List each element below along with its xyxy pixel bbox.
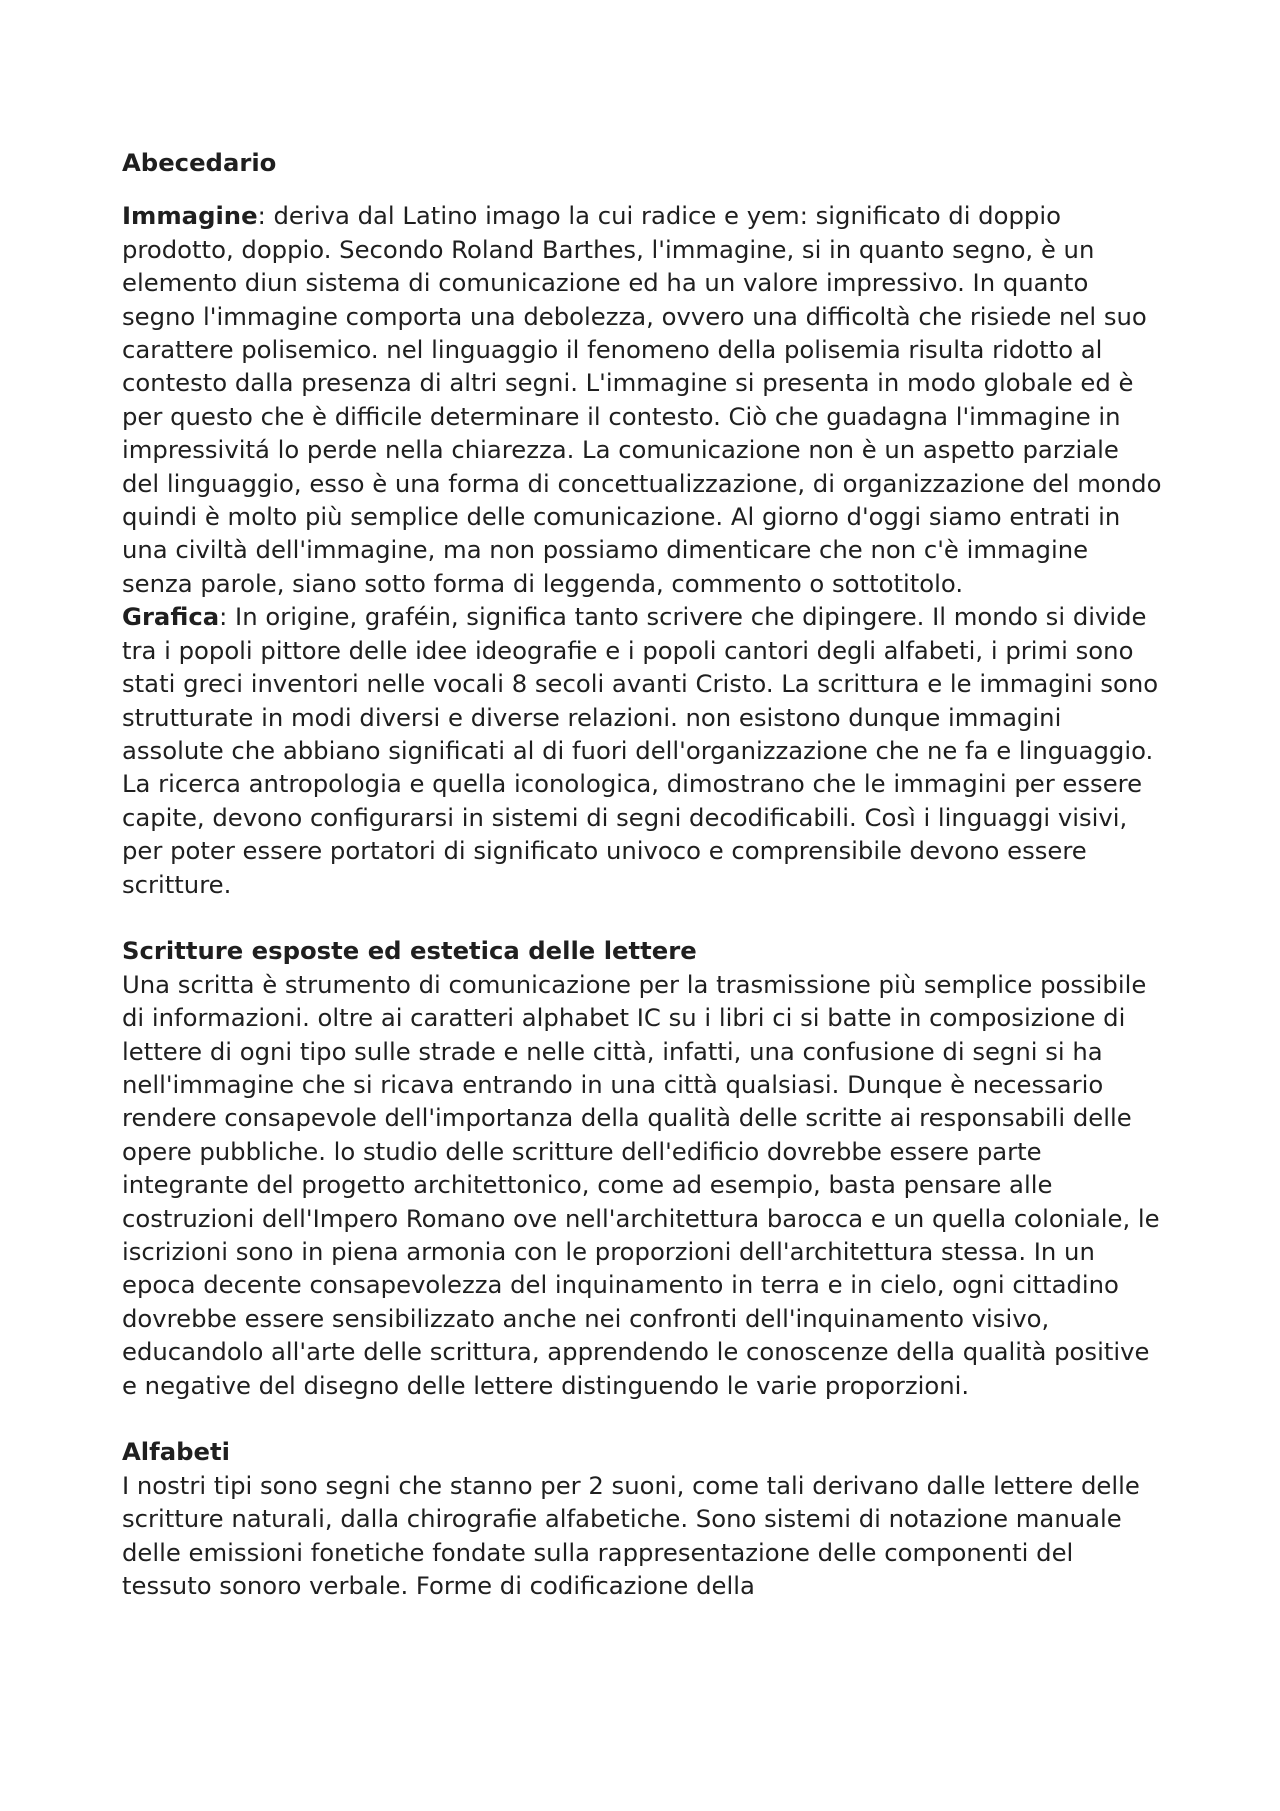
paragraph-spacer xyxy=(122,1402,1162,1435)
paragraph-grafica xyxy=(122,600,1162,901)
term-immagine: Immagine xyxy=(122,201,258,231)
document-title: Abecedario xyxy=(122,148,277,177)
section-heading-scritture: Scritture esposte ed estetica delle lettere xyxy=(122,936,697,966)
section-heading-alfabeti: Alfabeti xyxy=(122,1437,230,1467)
document-page xyxy=(122,146,1162,1602)
term-grafica: Grafica xyxy=(122,602,220,632)
text-immagine: : deriva dal Latino imago la cui radice e yem: significato di doppio prodotto, doppio. Secondo Roland Barthes, l'immagine, si in quanto segno, è un elemento diun sistema di comunicazione ed ha un valore impressivo. In quanto segno l'immagine comporta una debolezza, ovvero una difficoltà che risiede nel suo carattere polisemico. nel linguaggio il fenomeno della polisemia risulta ridotto al contesto dalla presenza di altri segni. L'immagine si presenta in modo globale ed è per questo che è difficile determinare il contesto. Ciò che guadagna l'immagine in impressivitá lo perde nella chiarezza. La comunicazione non è un aspetto parziale del linguaggio, esso è una forma di concettualizzazione, di organizzazione del mondo quindi è molto più semplice delle comunicazione. Al giorno d'oggi siamo entrati in una civiltà dell'immagine, ma non possiamo dimenticare che non c'è immagine senza parole, siano sotto forma di leggenda, commento o sottotitolo. xyxy=(122,201,1162,598)
paragraph-alfabeti: I nostri tipi sono segni che stanno per 2 suoni, come tali derivano dalle lettere delle scritture naturali, dalla chirografie alfabetiche. Sono sistemi di notazione manuale delle emissioni fonetiche fondate sulla rappresentazione delle componenti del tessuto sonoro verbale. Forme di codificazione della xyxy=(122,1470,1140,1601)
text-grafica: : In origine, graféin, significa tanto scrivere che dipingere. Il mondo si divide tra i popoli pittore delle idee ideografie e i popoli cantori degli alfabeti, i primi sono stati greci inventori nelle vocali 8 secoli avanti Cristo. La scrittura e le immagini sono strutturate in modi diversi e diverse relazioni. non esistono dunque immagini assolute che abbiano significati al di fuori dell'organizzazione che ne fa e linguaggio. La ricerca antropologia e quella iconologica, dimostrano che le immagini per essere capite, devono configurarsi in sistemi di segni decodificabili. Così i linguaggi visivi, per poter essere portatori di significato univoco e comprensibile devono essere scritture. xyxy=(122,602,1159,899)
paragraph-spacer xyxy=(122,901,1162,934)
paragraph-scritture: Una scritta è strumento di comunicazione per la trasmissione più semplice possibile di informazioni. oltre ai caratteri alphabet IC su i libri ci si batte in composizione di lettere di ogni tipo sulle strade e nelle città, infatti, una confusione di segni si ha nell'immagine che si ricava entrando in una città qualsiasi. Dunque è necessario rendere consapevole dell'importanza della qualità delle scritte ai responsabili delle opere pubbliche. lo studio delle scritture dell'edificio dovrebbe essere parte integrante del progetto architettonico, come ad esempio, basta pensare alle costruzioni dell'Impero Romano ove nell'architettura barocca e un quella coloniale, le iscrizioni sono in piena armonia con le proporzioni dell'architettura stessa. In un epoca decente consapevolezza del inquinamento in terra e in cielo, ogni cittadino dovrebbe essere sensibilizzato anche nei confronti dell'inquinamento visivo, educandolo all'arte delle scrittura, apprendendo le conoscenze della qualità positive e negative del disegno delle lettere distinguendo le varie proporzioni. xyxy=(122,969,1160,1400)
paragraph-immagine xyxy=(122,199,1162,600)
